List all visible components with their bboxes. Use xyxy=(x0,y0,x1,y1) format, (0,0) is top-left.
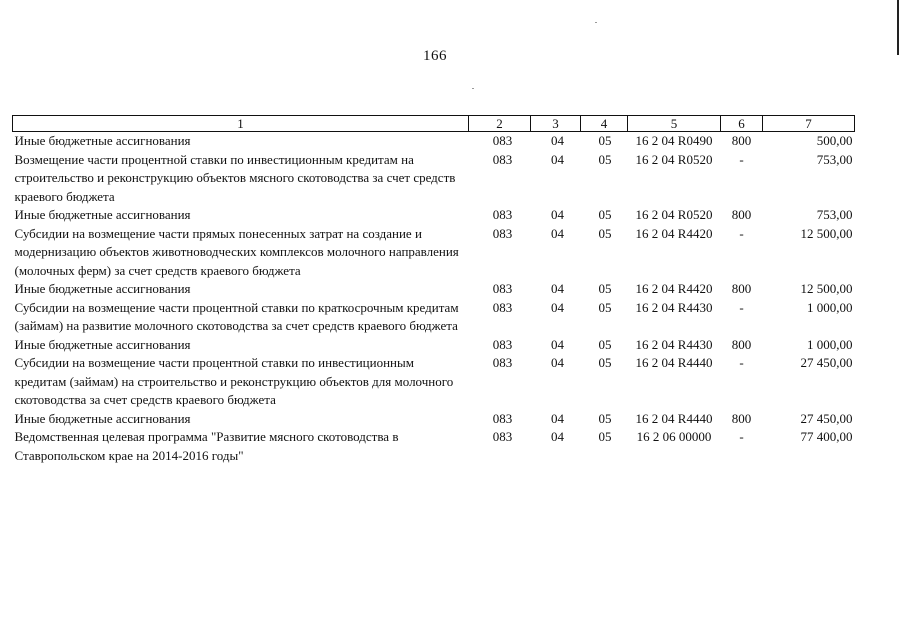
row-section: 04 xyxy=(551,429,564,444)
scan-speck xyxy=(595,22,597,23)
row-amount: 27 450,00 xyxy=(800,355,853,370)
row-section: 04 xyxy=(551,207,564,222)
row-expense-type: 800 xyxy=(731,133,752,148)
table-row xyxy=(13,151,855,207)
table-row xyxy=(13,428,855,465)
table-row xyxy=(13,299,855,336)
row-gov-code: 083 xyxy=(492,133,513,148)
row-target-code: 16 2 04 R4440 xyxy=(635,355,713,370)
row-amount: 27 450,00 xyxy=(800,410,853,426)
row-amount: 12 500,00 xyxy=(800,281,853,296)
row-gov-code: 083 xyxy=(492,151,513,167)
row-name: Возмещение части процентной ставки по инвестиционным кредитам на строительство и реконструкцию объектов мясного скотоводства за счет средств краевого бюджета xyxy=(14,151,456,204)
row-name: Субсидии на возмещение части процентной ставки по краткосрочным кредитам (займам) на развитие молочного скотоводства за счет средств краевого бюджета xyxy=(14,299,459,333)
row-name: Иные бюджетные ассигнования xyxy=(14,133,191,148)
row-name: Иные бюджетные ассигнования xyxy=(14,410,191,426)
header-col-5: 5 xyxy=(628,116,721,132)
row-name: Иные бюджетные ассигнования xyxy=(14,281,191,296)
row-target-code: 16 2 04 R0520 xyxy=(635,151,713,167)
header-col-3: 3 xyxy=(531,116,581,132)
row-amount: 1 000,00 xyxy=(807,299,853,315)
header-col-7: 7 xyxy=(763,116,855,132)
row-section: 04 xyxy=(551,299,564,315)
header-col-4: 4 xyxy=(581,116,628,132)
row-section: 04 xyxy=(551,225,564,241)
row-name: Субсидии на возмещение части прямых понесенных затрат на создание и модернизацию объектов животноводческих комплексов молочного направления (молочных ферм) за счет средств краевого бюджета xyxy=(14,225,459,278)
row-amount: 753,00 xyxy=(816,151,853,167)
row-expense-type: 800 xyxy=(731,410,752,426)
row-gov-code: 083 xyxy=(492,336,513,352)
row-target-code: 16 2 04 R0490 xyxy=(635,133,713,148)
row-name: Субсидии на возмещение части процентной ставки по инвестиционным кредитам (займам) на строительство и реконструкцию объектов для молочного скотоводства за счет средств краевого бюджета xyxy=(14,355,454,407)
row-target-code: 16 2 04 R4420 xyxy=(635,281,713,296)
row-name: Иные бюджетные ассигнования xyxy=(14,207,191,222)
row-subsection: 05 xyxy=(598,429,612,444)
row-expense-type: - xyxy=(739,429,744,444)
row-subsection: 05 xyxy=(598,299,612,315)
row-subsection: 05 xyxy=(598,410,612,426)
row-amount: 753,00 xyxy=(816,207,853,222)
row-subsection: 05 xyxy=(598,151,612,167)
row-target-code: 16 2 04 R4440 xyxy=(635,410,713,426)
row-target-code: 16 2 04 R4430 xyxy=(635,299,713,315)
row-name: Ведомственная целевая программа "Развитие мясного скотоводства в Ставропольском крае на 2014-2016 годы" xyxy=(14,429,399,463)
row-subsection: 05 xyxy=(598,355,612,370)
row-subsection: 05 xyxy=(598,281,612,296)
table-row xyxy=(13,206,855,225)
budget-table xyxy=(12,115,855,465)
table-row xyxy=(13,280,855,299)
header-col-1: 1 xyxy=(13,116,469,132)
header-row xyxy=(13,116,855,132)
row-amount: 12 500,00 xyxy=(800,225,853,241)
header-col-2: 2 xyxy=(469,116,531,132)
row-expense-type: - xyxy=(739,151,744,167)
row-gov-code: 083 xyxy=(492,429,513,444)
table-row xyxy=(13,225,855,281)
row-expense-type: - xyxy=(739,299,744,315)
row-gov-code: 083 xyxy=(492,281,513,296)
row-expense-type: - xyxy=(739,355,744,370)
row-amount: 500,00 xyxy=(816,133,853,148)
row-gov-code: 083 xyxy=(492,355,513,370)
row-gov-code: 083 xyxy=(492,299,513,315)
row-gov-code: 083 xyxy=(492,207,513,222)
row-section: 04 xyxy=(551,336,564,352)
row-expense-type: 800 xyxy=(731,207,752,222)
table-body xyxy=(13,132,855,466)
row-subsection: 05 xyxy=(598,225,612,241)
header-col-6: 6 xyxy=(721,116,763,132)
row-section: 04 xyxy=(551,410,564,426)
table-row xyxy=(13,410,855,429)
row-section: 04 xyxy=(551,355,564,370)
table-row xyxy=(13,336,855,355)
row-expense-type: - xyxy=(739,225,744,241)
table-row xyxy=(13,354,855,410)
row-gov-code: 083 xyxy=(492,410,513,426)
row-amount: 77 400,00 xyxy=(800,429,853,444)
row-target-code: 16 2 06 00000 xyxy=(636,429,712,444)
row-gov-code: 083 xyxy=(492,225,513,241)
row-target-code: 16 2 04 R4420 xyxy=(635,225,713,241)
row-subsection: 05 xyxy=(598,133,612,148)
row-expense-type: 800 xyxy=(731,336,752,352)
row-name: Иные бюджетные ассигнования xyxy=(14,336,191,352)
row-expense-type: 800 xyxy=(731,281,752,296)
row-subsection: 05 xyxy=(598,207,612,222)
row-section: 04 xyxy=(551,151,564,167)
row-target-code: 16 2 04 R4430 xyxy=(635,336,713,352)
scan-speck xyxy=(472,88,474,89)
row-section: 04 xyxy=(551,133,564,148)
row-amount: 1 000,00 xyxy=(807,336,853,352)
row-subsection: 05 xyxy=(598,336,612,352)
table-row xyxy=(13,132,855,151)
page-number: 166 xyxy=(423,48,447,64)
row-section: 04 xyxy=(551,281,564,296)
row-target-code: 16 2 04 R0520 xyxy=(635,207,713,222)
page-edge-rule xyxy=(897,0,899,55)
table-header xyxy=(13,116,855,132)
